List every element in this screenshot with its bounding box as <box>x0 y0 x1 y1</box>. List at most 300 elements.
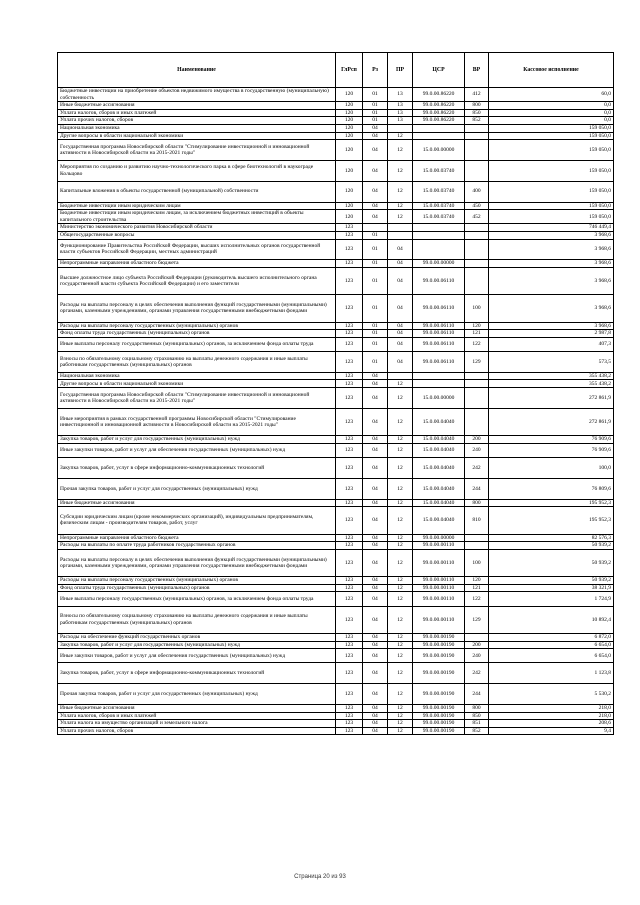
cell-csr: 99.0.00.00190 <box>413 712 465 720</box>
table-row <box>58 231 614 239</box>
cell-cash-execution: 218,0 <box>489 704 614 712</box>
cell-rz: 01 <box>363 231 388 239</box>
cell-csr <box>413 239 465 260</box>
cell-rz: 04 <box>363 712 388 720</box>
cell-name: Иные бюджетные ассигнования <box>58 499 336 507</box>
cell-vr: 240 <box>465 649 489 663</box>
cell-name: Национальная экономика <box>58 372 336 380</box>
cell-csr: 15.0.00.03740 <box>413 160 465 181</box>
cell-csr: 15.0.00.03740 <box>413 181 465 202</box>
table-row <box>58 322 614 330</box>
column-header-pr: ПР <box>388 53 413 88</box>
cell-csr: 15.0.00.03740 <box>413 202 465 210</box>
cell-csr <box>413 372 465 380</box>
cell-csr: 99.0.00.86220 <box>413 102 465 110</box>
cell-csr: 99.0.00.00190 <box>413 633 465 641</box>
cell-name: Закупка товаров, работ, услуг в сфере информационно-коммуникационных технологий <box>58 458 336 479</box>
cell-name: Закупка товаров, работ, услуг в сфере информационно-коммуникационных технологий <box>58 663 336 684</box>
cell-cash-execution: 218,0 <box>489 712 614 720</box>
cell-vr <box>465 124 489 132</box>
cell-glrsp: 123 <box>336 436 363 444</box>
cell-pr: 12 <box>388 549 413 576</box>
cell-cash-execution: 407,3 <box>489 337 614 351</box>
cell-rz: 04 <box>363 124 388 132</box>
cell-csr: 15.0.00.04040 <box>413 507 465 534</box>
report-sheet <box>57 52 613 735</box>
cell-rz: 04 <box>363 684 388 705</box>
cell-csr: 99.0.00.06110 <box>413 322 465 330</box>
cell-rz: 04 <box>363 704 388 712</box>
cell-name: Высшее должностное лицо субъекта Российской Федерации (руководитель высшего исполнительного органа государственной власти субъекта Российской Федерации) и его заместители <box>58 267 336 294</box>
cell-pr: 12 <box>388 408 413 435</box>
cell-rz: 01 <box>363 102 388 110</box>
cell-cash-execution: 272 861,9 <box>489 388 614 409</box>
cell-rz: 04 <box>363 388 388 409</box>
cell-rz: 04 <box>363 202 388 210</box>
cell-name: Субсидии юридическим лицам (кроме некоммерческих организаций), индивидуальным предпринимателям, физическим лицам - производителям товаров, работ, услуг <box>58 507 336 534</box>
cell-name: Закупка товаров, работ и услуг для государственных (муниципальных) нужд <box>58 641 336 649</box>
table-row <box>58 224 614 232</box>
column-header-rz: Рз <box>363 53 388 88</box>
table-row <box>58 372 614 380</box>
table-row <box>58 641 614 649</box>
cell-rz: 04 <box>363 210 388 224</box>
cell-cash-execution: 3 968,6 <box>489 295 614 322</box>
cell-glrsp: 120 <box>336 102 363 110</box>
column-header-glrsp: ГлРсп <box>336 53 363 88</box>
cell-vr: 851 <box>465 720 489 728</box>
cell-csr: 99.0.00.86220 <box>413 109 465 117</box>
cell-cash-execution: 159 050,0 <box>489 140 614 161</box>
table-row <box>58 704 614 712</box>
cell-glrsp: 123 <box>336 330 363 338</box>
table-row <box>58 499 614 507</box>
table-row <box>58 124 614 132</box>
cell-pr: 04 <box>388 337 413 351</box>
cell-pr: 12 <box>388 436 413 444</box>
cell-glrsp: 123 <box>336 507 363 534</box>
cell-vr <box>465 542 489 550</box>
cell-pr <box>388 372 413 380</box>
cell-vr: 810 <box>465 507 489 534</box>
cell-csr: 15.0.00.04040 <box>413 443 465 457</box>
cell-vr <box>465 267 489 294</box>
cell-cash-execution: 1 123,8 <box>489 663 614 684</box>
cell-cash-execution: 1 724,9 <box>489 592 614 606</box>
cell-pr: 12 <box>388 712 413 720</box>
cell-name: Закупка товаров, работ и услуг для государственных (муниципальных) нужд <box>58 436 336 444</box>
cell-glrsp: 123 <box>336 337 363 351</box>
cell-pr: 12 <box>388 684 413 705</box>
cell-name: Мероприятия по созданию и развитию научно-технологического парка в сфере биотехнологий в наукограде Кольцово <box>58 160 336 181</box>
cell-vr <box>465 633 489 641</box>
cell-glrsp: 123 <box>336 295 363 322</box>
cell-cash-execution: 195 952,3 <box>489 499 614 507</box>
cell-name: Фонд оплаты труда государственных (муниципальных) органов <box>58 584 336 592</box>
cell-cash-execution: 76 909,6 <box>489 443 614 457</box>
cell-name: Взносы по обязательному социальному страхованию на выплаты денежного содержания и иные выплаты работникам государственных (муниципальных) органов <box>58 352 336 373</box>
cell-rz: 01 <box>363 267 388 294</box>
cell-rz: 04 <box>363 458 388 479</box>
cell-csr <box>413 380 465 388</box>
cell-rz <box>363 224 388 232</box>
cell-name: Министерство экономического развития Новосибирской области <box>58 224 336 232</box>
cell-rz: 04 <box>363 534 388 542</box>
cell-pr: 12 <box>388 160 413 181</box>
table-row <box>58 534 614 542</box>
cell-csr: 99.0.00.00110 <box>413 549 465 576</box>
cell-cash-execution: 272 861,9 <box>489 408 614 435</box>
cell-vr <box>465 224 489 232</box>
cell-cash-execution: 6 654,0 <box>489 649 614 663</box>
cell-pr: 12 <box>388 380 413 388</box>
column-header-cash-execution: Кассовое исполнение <box>489 53 614 88</box>
cell-glrsp: 123 <box>336 388 363 409</box>
cell-csr: 99.0.00.00190 <box>413 704 465 712</box>
cell-csr: 99.0.00.06110 <box>413 295 465 322</box>
cell-glrsp: 123 <box>336 267 363 294</box>
cell-pr: 12 <box>388 499 413 507</box>
cell-vr: 852 <box>465 727 489 735</box>
cell-csr: 99.0.00.00110 <box>413 606 465 633</box>
cell-rz: 04 <box>363 372 388 380</box>
cell-glrsp: 123 <box>336 380 363 388</box>
cell-vr: 100 <box>465 295 489 322</box>
cell-cash-execution: 0,0 <box>489 102 614 110</box>
table-row <box>58 633 614 641</box>
cell-vr <box>465 388 489 409</box>
cell-cash-execution: 159 050,0 <box>489 202 614 210</box>
table-row <box>58 330 614 338</box>
cell-name: Уплата налогов, сборов и иных платежей <box>58 712 336 720</box>
table-row <box>58 181 614 202</box>
cell-cash-execution: 3 968,6 <box>489 231 614 239</box>
cell-glrsp: 123 <box>336 549 363 576</box>
cell-csr <box>413 224 465 232</box>
table-row <box>58 140 614 161</box>
cell-name: Общегосударственные вопросы <box>58 231 336 239</box>
table-row <box>58 239 614 260</box>
cell-cash-execution: 208,6 <box>489 720 614 728</box>
cell-cash-execution: 100,0 <box>489 458 614 479</box>
cell-glrsp: 120 <box>336 181 363 202</box>
table-row <box>58 295 614 322</box>
cell-cash-execution: 5 530,2 <box>489 684 614 705</box>
cell-pr: 12 <box>388 458 413 479</box>
cell-csr: 15.0.00.03740 <box>413 210 465 224</box>
cell-name: Уплата налогов, сборов и иных платежей <box>58 109 336 117</box>
cell-glrsp: 123 <box>336 542 363 550</box>
cell-vr: 244 <box>465 478 489 499</box>
cell-rz: 04 <box>363 727 388 735</box>
cell-rz: 04 <box>363 641 388 649</box>
cell-glrsp: 123 <box>336 224 363 232</box>
cell-rz: 04 <box>363 507 388 534</box>
cell-vr: 242 <box>465 663 489 684</box>
cell-cash-execution: 50 939,2 <box>489 577 614 585</box>
cell-vr <box>465 408 489 435</box>
cell-vr: 122 <box>465 337 489 351</box>
cell-glrsp: 123 <box>336 478 363 499</box>
cell-glrsp: 123 <box>336 577 363 585</box>
table-row <box>58 132 614 140</box>
cell-name: Расходы на выплаты по оплате труда работников государственных органов <box>58 542 336 550</box>
cell-csr: 15.0.00.04040 <box>413 478 465 499</box>
cell-cash-execution: 159 050,0 <box>489 124 614 132</box>
cell-rz: 04 <box>363 577 388 585</box>
cell-vr <box>465 380 489 388</box>
cell-pr: 12 <box>388 584 413 592</box>
table-row <box>58 577 614 585</box>
cell-vr <box>465 140 489 161</box>
cell-pr <box>388 224 413 232</box>
cell-rz: 04 <box>363 663 388 684</box>
cell-name: Иные выплаты персоналу государственных (муниципальных) органов, за исключением фонда оплаты труда <box>58 337 336 351</box>
cell-csr <box>413 231 465 239</box>
table-row <box>58 88 614 102</box>
cell-name: Национальная экономика <box>58 124 336 132</box>
cell-name: Расходы на выплаты персоналу в целях обеспечения выполнения функций государственными (муниципальными) органами, казенными учреждениями, органами управления государственными внебюджетными фондами <box>58 549 336 576</box>
cell-cash-execution: 50 939,2 <box>489 549 614 576</box>
cell-pr: 12 <box>388 577 413 585</box>
cell-name: Уплата прочих налогов, сборов <box>58 117 336 125</box>
table-row <box>58 408 614 435</box>
cell-vr: 450 <box>465 202 489 210</box>
table-row <box>58 443 614 457</box>
cell-name: Непрограммные направления областного бюджета <box>58 260 336 268</box>
cell-pr: 12 <box>388 140 413 161</box>
cell-csr: 99.0.00.00000 <box>413 260 465 268</box>
cell-cash-execution: 195 952,3 <box>489 507 614 534</box>
cell-glrsp: 123 <box>336 534 363 542</box>
cell-cash-execution: 159 050,0 <box>489 160 614 181</box>
cell-name: Другие вопросы в области национальной экономики <box>58 380 336 388</box>
cell-csr: 99.0.00.00190 <box>413 663 465 684</box>
table-row <box>58 267 614 294</box>
cell-rz: 04 <box>363 592 388 606</box>
table-body <box>58 88 614 735</box>
cell-pr: 12 <box>388 606 413 633</box>
cell-csr: 15.0.00.04040 <box>413 436 465 444</box>
cell-pr <box>388 124 413 132</box>
cell-rz: 01 <box>363 330 388 338</box>
cell-cash-execution: 159 050,0 <box>489 210 614 224</box>
table-row <box>58 712 614 720</box>
cell-vr: 122 <box>465 592 489 606</box>
cell-csr: 99.0.00.00190 <box>413 649 465 663</box>
cell-pr: 12 <box>388 210 413 224</box>
cell-csr: 15.0.00.04040 <box>413 458 465 479</box>
cell-pr: 04 <box>388 330 413 338</box>
cell-vr <box>465 534 489 542</box>
cell-cash-execution: 355 438,2 <box>489 372 614 380</box>
cell-pr <box>388 231 413 239</box>
cell-rz: 01 <box>363 337 388 351</box>
cell-glrsp: 123 <box>336 649 363 663</box>
cell-pr: 13 <box>388 109 413 117</box>
table-row <box>58 388 614 409</box>
cell-cash-execution: 6 872,0 <box>489 633 614 641</box>
cell-rz: 04 <box>363 443 388 457</box>
cell-vr: 800 <box>465 499 489 507</box>
cell-pr: 12 <box>388 534 413 542</box>
cell-vr: 850 <box>465 712 489 720</box>
cell-cash-execution: 3 968,6 <box>489 322 614 330</box>
table-row <box>58 606 614 633</box>
cell-rz: 01 <box>363 260 388 268</box>
cell-cash-execution: 0,0 <box>489 117 614 125</box>
cell-csr: 99.0.00.00190 <box>413 720 465 728</box>
cell-vr: 121 <box>465 584 489 592</box>
cell-name: Прочая закупка товаров, работ и услуг для государственных (муниципальных) нужд <box>58 684 336 705</box>
cell-glrsp: 123 <box>336 684 363 705</box>
cell-cash-execution: 746 449,4 <box>489 224 614 232</box>
table-row <box>58 380 614 388</box>
cell-name: Взносы по обязательному социальному страхованию на выплаты денежного содержания и иные выплаты работникам государственных (муниципальных) органов <box>58 606 336 633</box>
cell-cash-execution: 159 050,0 <box>489 181 614 202</box>
cell-pr: 12 <box>388 202 413 210</box>
cell-csr: 99.0.00.00110 <box>413 577 465 585</box>
cell-rz: 01 <box>363 109 388 117</box>
cell-glrsp: 120 <box>336 88 363 102</box>
cell-cash-execution: 9,4 <box>489 727 614 735</box>
cell-vr: 850 <box>465 109 489 117</box>
table-row <box>58 117 614 125</box>
cell-glrsp: 123 <box>336 499 363 507</box>
cell-glrsp: 123 <box>336 408 363 435</box>
cell-rz: 04 <box>363 584 388 592</box>
table-row <box>58 684 614 705</box>
cell-name: Бюджетные инвестиции иным юридическим лицам, за исключением бюджетных инвестиций в объекты капитального строительства <box>58 210 336 224</box>
cell-csr: 99.0.00.00110 <box>413 592 465 606</box>
cell-cash-execution: 60,0 <box>489 88 614 102</box>
table-row <box>58 352 614 373</box>
budget-table <box>57 52 614 735</box>
table-row <box>58 102 614 110</box>
cell-pr: 04 <box>388 352 413 373</box>
cell-vr: 412 <box>465 88 489 102</box>
cell-vr: 120 <box>465 322 489 330</box>
cell-name: Расходы на выплаты персоналу в целях обеспечения выполнения функций государственными (муниципальными) органами, казенными учреждениями, органами управления государственными внебюджетными фондами <box>58 295 336 322</box>
cell-rz: 04 <box>363 633 388 641</box>
cell-name: Расходы на выплаты персоналу государственных (муниципальных) органов <box>58 577 336 585</box>
cell-name: Государственная программа Новосибирской области "Стимулирование инвестиционной и инновационной активности в Новосибирской области на 2015-2021 годы" <box>58 388 336 409</box>
cell-vr: 121 <box>465 330 489 338</box>
cell-name: Иные мероприятия в рамках государственной программы Новосибирской области "Стимулирование инвестиционной и инновационной активности в Новосибирской области на 2015-2021 годы" <box>58 408 336 435</box>
cell-rz: 01 <box>363 295 388 322</box>
cell-vr <box>465 239 489 260</box>
column-header-name: Наименование <box>58 53 336 88</box>
cell-cash-execution: 3 968,6 <box>489 267 614 294</box>
cell-name: Бюджетные инвестиции иным юридическим лицам <box>58 202 336 210</box>
cell-rz: 04 <box>363 132 388 140</box>
cell-pr: 12 <box>388 507 413 534</box>
cell-pr: 13 <box>388 102 413 110</box>
cell-pr: 12 <box>388 592 413 606</box>
cell-glrsp: 123 <box>336 231 363 239</box>
cell-rz: 04 <box>363 408 388 435</box>
cell-csr: 99.0.00.00190 <box>413 684 465 705</box>
cell-pr: 12 <box>388 181 413 202</box>
cell-csr: 99.0.00.00190 <box>413 641 465 649</box>
cell-csr: 99.0.00.06110 <box>413 337 465 351</box>
cell-vr <box>465 372 489 380</box>
cell-cash-execution: 38 321,9 <box>489 584 614 592</box>
cell-pr: 12 <box>388 478 413 499</box>
cell-csr: 99.0.00.86220 <box>413 88 465 102</box>
cell-vr: 129 <box>465 352 489 373</box>
table-row <box>58 458 614 479</box>
cell-name: Расходы на выплаты персоналу государственных (муниципальных) органов <box>58 322 336 330</box>
cell-pr: 04 <box>388 267 413 294</box>
cell-cash-execution: 6 654,0 <box>489 641 614 649</box>
cell-vr: 129 <box>465 606 489 633</box>
table-row <box>58 436 614 444</box>
cell-cash-execution: 10 892,4 <box>489 606 614 633</box>
cell-csr: 99.0.00.00000 <box>413 534 465 542</box>
cell-name: Иные бюджетные ассигнования <box>58 704 336 712</box>
column-header-csr: ЦСР <box>413 53 465 88</box>
cell-name: Непрограммные направления областного бюджета <box>58 534 336 542</box>
cell-pr: 12 <box>388 132 413 140</box>
cell-cash-execution: 50 939,2 <box>489 542 614 550</box>
cell-cash-execution: 0,0 <box>489 109 614 117</box>
table-row <box>58 727 614 735</box>
cell-glrsp: 123 <box>336 458 363 479</box>
cell-rz: 04 <box>363 720 388 728</box>
cell-vr: 800 <box>465 704 489 712</box>
cell-cash-execution: 76 909,6 <box>489 436 614 444</box>
cell-pr: 12 <box>388 704 413 712</box>
cell-csr: 99.0.00.00110 <box>413 542 465 550</box>
cell-csr: 99.0.00.06110 <box>413 330 465 338</box>
cell-pr: 04 <box>388 322 413 330</box>
cell-rz: 01 <box>363 352 388 373</box>
table-row <box>58 160 614 181</box>
cell-glrsp: 123 <box>336 352 363 373</box>
cell-pr: 12 <box>388 542 413 550</box>
cell-csr <box>413 132 465 140</box>
cell-pr: 12 <box>388 443 413 457</box>
cell-vr <box>465 231 489 239</box>
cell-glrsp: 123 <box>336 239 363 260</box>
cell-pr: 12 <box>388 727 413 735</box>
cell-glrsp: 123 <box>336 372 363 380</box>
cell-name: Уплата налога на имущество организаций и земельного налога <box>58 720 336 728</box>
cell-glrsp: 123 <box>336 322 363 330</box>
cell-rz: 01 <box>363 88 388 102</box>
cell-glrsp: 120 <box>336 202 363 210</box>
cell-name: Иные закупки товаров, работ и услуг для обеспечения государственных (муниципальных) нужд <box>58 443 336 457</box>
column-header-vr: ВР <box>465 53 489 88</box>
table-row <box>58 507 614 534</box>
cell-name: Иные выплаты персоналу государственных (муниципальных) органов, за исключением фонда оплаты труда <box>58 592 336 606</box>
page-footer: Страница 20 из 93 <box>294 874 346 880</box>
cell-csr: 15.0.00.04040 <box>413 499 465 507</box>
table-row <box>58 210 614 224</box>
cell-glrsp: 120 <box>336 140 363 161</box>
cell-csr: 15.0.00.00000 <box>413 388 465 409</box>
cell-pr: 04 <box>388 260 413 268</box>
cell-name: Фонд оплаты труда государственных (муниципальных) органов <box>58 330 336 338</box>
cell-glrsp: 123 <box>336 727 363 735</box>
cell-glrsp: 120 <box>336 132 363 140</box>
cell-vr: 244 <box>465 684 489 705</box>
cell-csr: 99.0.00.06110 <box>413 267 465 294</box>
table-row <box>58 260 614 268</box>
cell-pr: 12 <box>388 388 413 409</box>
cell-pr: 12 <box>388 633 413 641</box>
